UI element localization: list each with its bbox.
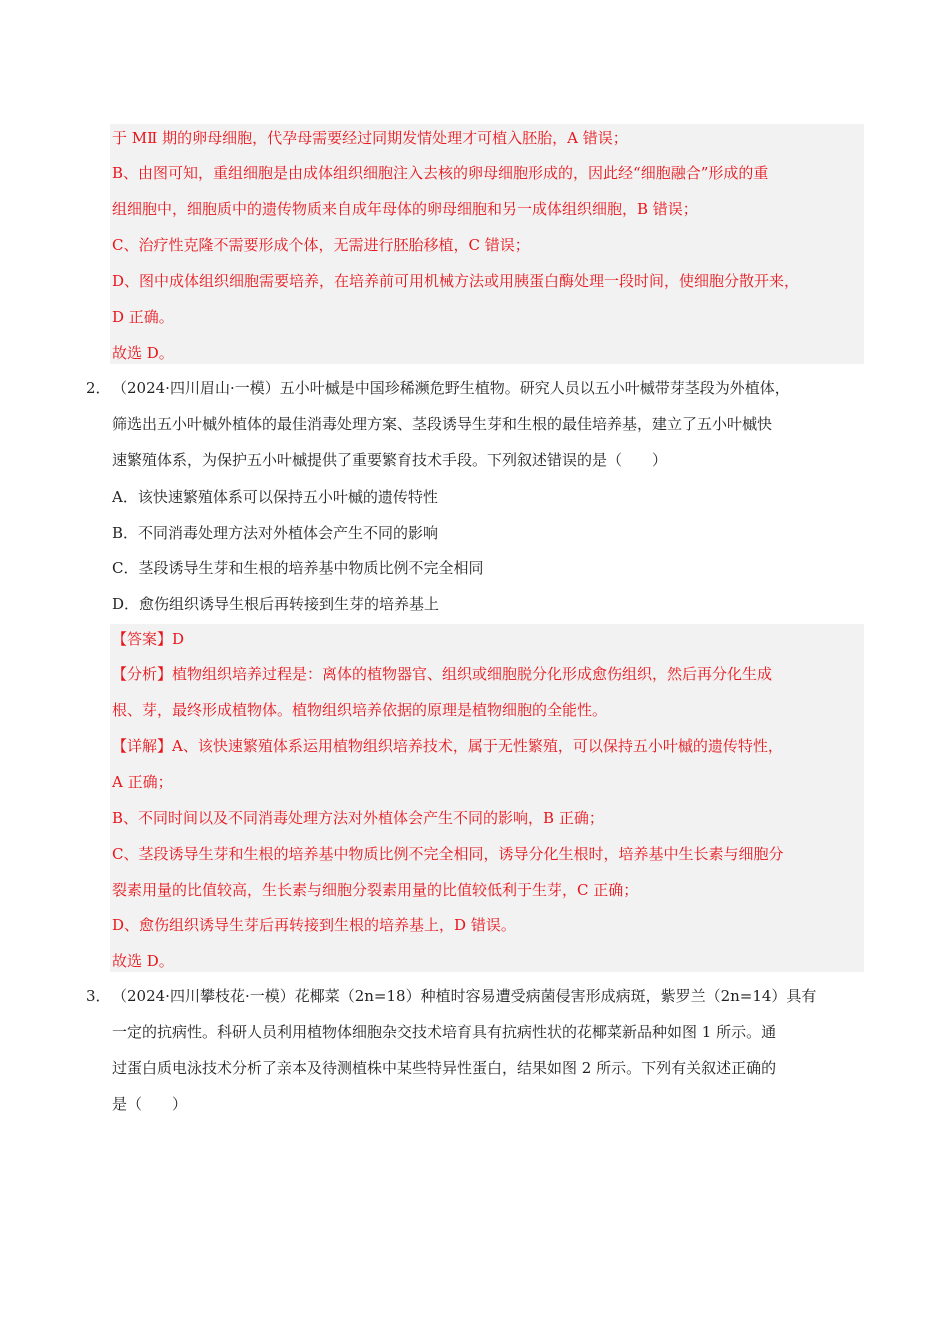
q3-stem-line-1: （2024·四川攀枝花·一模）花椰菜（2n=18）种植时容易遭受病菌侵害形成病斑，紫罗兰（2n=14）具有	[112, 987, 817, 1005]
q2-stem-line-1: （2024·四川眉山·一模）五小叶槭是中国珍稀濒危野生植物。研究人员以五小叶槭带芽茎段为外植体，	[112, 379, 790, 397]
q1-detail-line-4: C、治疗性克隆不需要形成个体，无需进行胚胎移植，C 错误；	[112, 236, 530, 254]
q2-option-b: B．不同消毒处理方法对外植体会产生不同的影响	[112, 524, 439, 542]
q2-stem-line-3: 速繁殖体系，为保护五小叶槭提供了重要繁育技术手段。下列叙述错误的是（ ）	[112, 451, 668, 469]
q2-number: 2．	[86, 379, 111, 397]
q1-detail-line-2: B、由图可知，重组细胞是由成体组织细胞注入去核的卵母细胞形成的，因此经“细胞融合”形成的重	[112, 164, 769, 182]
q3-stem-line-2: 一定的抗病性。科研人员利用植物体细胞杂交技术培育具有抗病性状的花椰菜新品种如图 1 所示。通	[112, 1023, 777, 1041]
q1-detail-line-5: D、图中成体组织细胞需要培养，在培养前可用机械方法或用胰蛋白酶处理一段时间，使细胞分散开来，	[112, 272, 800, 290]
q1-final-choice: 故选 D。	[112, 344, 174, 362]
detail-text: A、该快速繁殖体系运用植物组织培养技术，属于无性繁殖，可以保持五小叶槭的遗传特性，	[172, 737, 783, 755]
q2-detail-line-4: C、茎段诱导生芽和生根的培养基中物质比例不完全相同，诱导分化生根时，培养基中生长素与细胞分	[112, 845, 784, 863]
analysis-tag: 【分析】	[112, 665, 173, 683]
q2-answer	[112, 628, 184, 650]
q2-stem-line-2: 筛选出五小叶槭外植体的最佳消毒处理方案、茎段诱导生芽和生根的最佳培养基，建立了五小叶槭快	[112, 415, 773, 433]
analysis-text: 植物组织培养过程是：离体的植物器官、组织或细胞脱分化形成愈伤组织，然后再分化生成	[172, 665, 773, 683]
q2-option-d: D．愈伤组织诱导生根后再转接到生芽的培养基上	[112, 595, 440, 613]
q2-final-choice: 故选 D。	[112, 952, 174, 970]
q3-stem-line-4: 是（ ）	[112, 1095, 188, 1113]
q2-option-a: A．该快速繁殖体系可以保持五小叶槭的遗传特性	[112, 488, 438, 506]
q2-analysis-line-1	[112, 663, 772, 685]
answer-value: D	[172, 630, 185, 648]
q3-stem-line-3: 过蛋白质电泳技术分析了亲本及待测植株中某些特异性蛋白，结果如图 2 所示。下列有关叙述正确的	[112, 1059, 777, 1077]
q2-detail-line-6: D、愈伤组织诱导生芽后再转接到生根的培养基上，D 错误。	[112, 916, 516, 934]
q2-option-c: C．茎段诱导生芽和生根的培养基中物质比例不完全相同	[112, 559, 484, 577]
q2-analysis-line-2: 根、芽，最终形成植物体。植物组织培养依据的原理是植物细胞的全能性。	[112, 701, 608, 719]
q1-detail-line-1: 于 MⅡ 期的卵母细胞，代孕母需要经过同期发情处理才可植入胚胎，A 错误；	[112, 129, 628, 147]
q2-detail-line-2: A 正确；	[112, 773, 173, 791]
answer-tag: 【答案】	[112, 630, 173, 648]
q1-detail-line-3: 组细胞中，细胞质中的遗传物质来自成年母体的卵母细胞和另一成体组织细胞，B 错误；	[112, 200, 698, 218]
q2-detail-line-5: 裂素用量的比值较高，生长素与细胞分裂素用量的比值较低利于生芽，C 正确；	[112, 881, 639, 899]
q3-number: 3．	[86, 987, 111, 1005]
q1-detail-line-6: D 正确。	[112, 308, 174, 326]
detail-tag: 【详解】	[112, 737, 173, 755]
q2-detail-line-3: B、不同时间以及不同消毒处理方法对外植体会产生不同的影响，B 正确；	[112, 809, 604, 827]
q2-detail-line-1	[112, 735, 783, 757]
